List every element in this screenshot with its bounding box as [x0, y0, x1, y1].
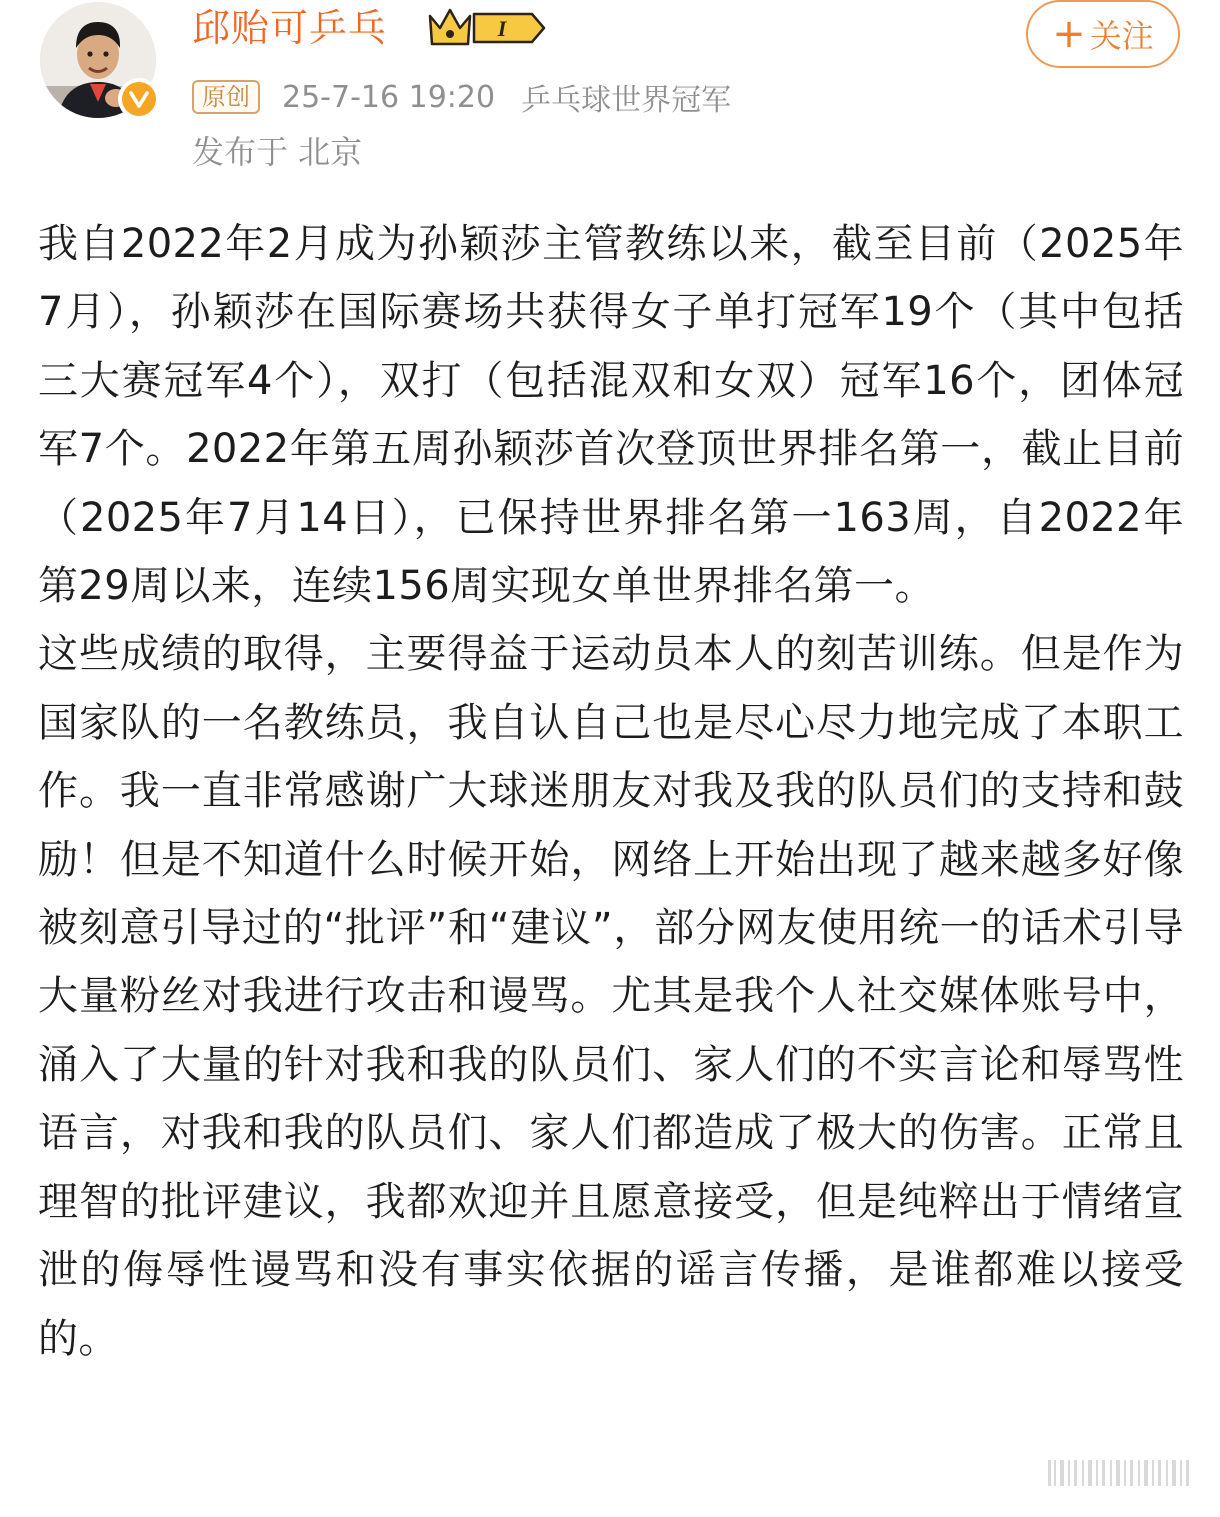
barcode-watermark-icon [1040, 1452, 1200, 1494]
post-body [38, 210, 1184, 1373]
post-source[interactable]: 乒乓球世界冠军 [521, 83, 732, 118]
post-paragraph: 我自2022年2月成为孙颖莎主管教练以来，截至目前（2025年7月），孙颖莎在国际赛场共获得女子单打冠军19个（其中包括三大赛冠军4个），双打（包括混双和女双）冠军16个，团体冠军7个。2022年第五周孙颖莎首次登顶世界排名第一，截止目前（2025年7月14日），已保持世界排名第一163周，自2022年第29周以来，连续156周实现女单世界排名第一。 [38, 221, 1184, 610]
post-location: 发布于 北京 [192, 133, 363, 171]
original-tag: 原创 [192, 80, 260, 114]
verified-badge-icon [118, 78, 160, 120]
follow-button[interactable] [1026, 0, 1180, 68]
plus-icon: + [1052, 11, 1086, 57]
vip-crown-icon[interactable] [428, 6, 546, 50]
follow-label: 关注 [1089, 17, 1154, 55]
post-header [0, 0, 1220, 200]
post-timestamp[interactable]: 25-7-16 19:20 [282, 79, 496, 115]
truncated-next-line [38, 1495, 1184, 1517]
post-paragraph: 这些成绩的取得，主要得益于运动员本人的刻苦训练。但是作为国家队的一名教练员，我自认自己也是尽心尽力地完成了本职工作。我一直非常感谢广大球迷朋友对我及我的队员们的支持和鼓励！但是不知道什么时候开始，网络上开始出现了越来越多好像被刻意引导过的“批评”和“建议”，部分网友使用统一的话术引导大量粉丝对我进行攻击和谩骂。尤其是我个人社交媒体账号中，涌入了大量的针对我和我的队员们、家人们的不实言论和辱骂性语言，对我和我的队员们、家人们都造成了极大的伤害。正常且理智的批评建议，我都欢迎并且愿意接受，但是纯粹出于情绪宣泄的侮辱性谩骂和没有事实依据的谣言传播，是谁都难以接受的。 [38, 631, 1184, 1362]
vip-level: I [497, 16, 507, 41]
username[interactable]: 邱贻可乒乓 [192, 6, 388, 50]
meta-row [192, 76, 757, 118]
